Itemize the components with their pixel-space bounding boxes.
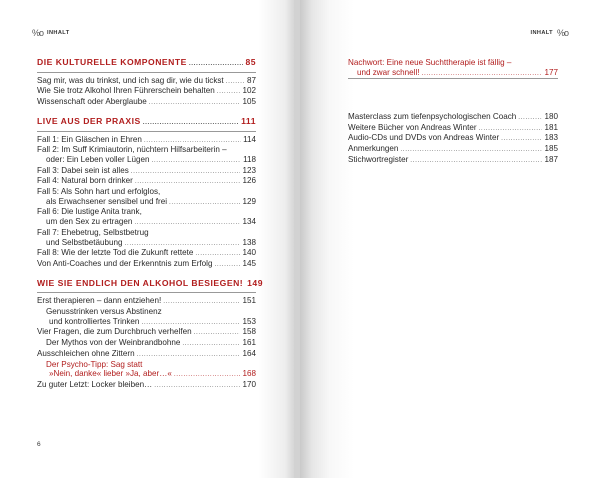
- toc-entry: Stichwortregister ..... 187: [348, 155, 558, 166]
- toc-entry: und Selbstbetäubung ..... 138: [37, 238, 256, 249]
- right-toc-nachwort: [348, 58, 558, 82]
- right-running-head: [530, 28, 568, 38]
- toc-entry: Vier Fragen, die zum Durchbruch verhelfen ..... 158: [37, 327, 256, 338]
- psycho-tipp-line: Der Psycho-Tipp: Sag statt: [46, 359, 143, 369]
- toc-entry-line: Fall 7: Ehebetrug, Selbstbetrug: [37, 227, 149, 237]
- section-title: WIE SIE ENDLICH DEN ALKOHOL BESIEGEN!: [37, 277, 244, 288]
- toc-entry: Fall 8: Wie der letzte Tod die Zukunft rettete ..... 140: [37, 248, 256, 259]
- toc-entry: Wie Sie trotz Alkohol Ihren Führerschein behalten ..... 102: [37, 86, 256, 97]
- toc-entry: Masterclass zum tiefenpsychologischen Coach ..... 180: [348, 112, 558, 123]
- toc-entry: oder: Ein Leben voller Lügen ..... 118: [37, 155, 256, 166]
- toc-entry-line: Genusstrinken versus Abstinenz: [46, 307, 162, 317]
- toc-entry-line: Fall 5: Als Sohn hart und erfolglos,: [37, 187, 161, 197]
- section-heading: [37, 58, 256, 73]
- toc-entry: Weitere Bücher von Andreas Winter ..... 181: [348, 123, 558, 134]
- right-table-of-contents: [348, 112, 558, 166]
- toc-entry: Der Mythos von der Weinbrandbohne ..... 161: [37, 338, 256, 349]
- toc-entry: Zu guter Letzt: Locker bleiben… ..... 170: [37, 380, 256, 391]
- section-page-number: 111: [241, 115, 256, 126]
- section-heading: [37, 277, 263, 294]
- toc-entry-line: Fall 6: Die lustige Anita trank,: [37, 207, 142, 217]
- left-table-of-contents: [37, 57, 263, 391]
- toc-entry: Fall 1: Ein Gläschen in Ehren ..... 114: [37, 135, 256, 146]
- section-title: DIE KULTURELLE KOMPONENTE: [37, 57, 187, 67]
- toc-entry-line: Fall 2: Im Suff Krimiautorin, nüchtern Hilfsarbeiterin –: [37, 145, 227, 155]
- toc-entry: Audio-CDs und DVDs von Andreas Winter ..... 183: [348, 133, 558, 144]
- left-running-head: [32, 28, 70, 38]
- section-heading: [37, 117, 256, 132]
- toc-entry: Erst therapieren – dann entziehen! ..... 151: [37, 296, 256, 307]
- toc-entry: Fall 4: Natural born drinker ..... 126: [37, 176, 256, 187]
- toc-entry: Anmerkungen ..... 185: [348, 144, 558, 155]
- left-running-head-label: INHALT: [47, 30, 70, 36]
- section-title: LIVE AUS DER PRAXIS: [37, 115, 141, 126]
- nachwort-line: Nachwort: Eine neue Suchttherapie ist fällig –: [348, 58, 512, 67]
- section-page-number: 149: [247, 277, 263, 288]
- toc-entry: Wissenschaft oder Aberglaube ..... 105: [37, 97, 256, 108]
- right-running-head-label: INHALT: [530, 30, 553, 36]
- toc-entry: um den Sex zu ertragen ..... 134: [37, 217, 256, 228]
- toc-entry: Von Anti-Coaches und der Erkenntnis zum Erfolg ..... 145: [37, 259, 256, 270]
- nachwort-entry: und zwar schnell! ..... 177: [348, 68, 558, 80]
- toc-entry: als Erwachsener sensibel und frei ..... 129: [37, 197, 256, 208]
- leader-dots: [143, 118, 239, 128]
- percent-logo-icon: %o: [556, 28, 568, 38]
- toc-entry: Fall 3: Dabei sein ist alles ..... 123: [37, 166, 256, 177]
- section-page-number: 85: [245, 57, 256, 67]
- toc-entry: Sag mir, was du trinkst, und ich sag dir, wie du tickst ..... 87: [37, 76, 256, 87]
- toc-entry: und kontrolliertes Trinken ..... 153: [37, 317, 256, 328]
- percent-logo-icon: %o: [32, 28, 44, 38]
- page-number: 6: [37, 441, 41, 448]
- psycho-tipp-entry: »Nein, danke« lieber »Ja, aber…« ..... 168: [37, 369, 256, 380]
- toc-entry: Ausschleichen ohne Zittern ..... 164: [37, 349, 256, 360]
- leader-dots: [189, 59, 244, 69]
